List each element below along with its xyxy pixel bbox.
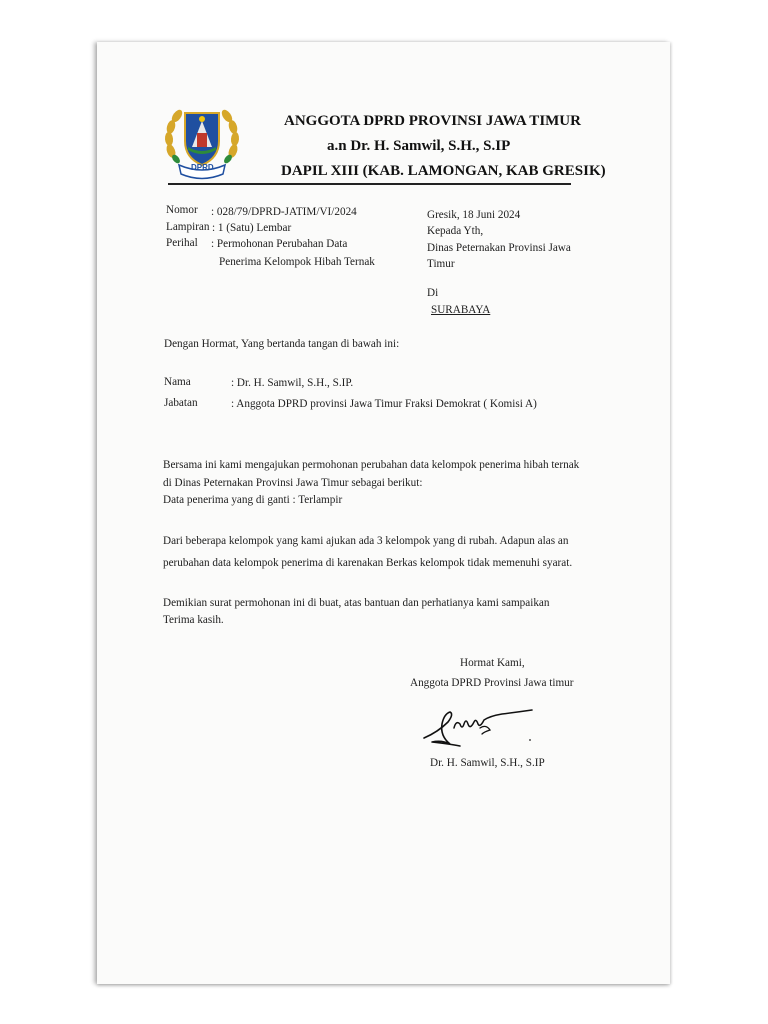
paragraph-1-line-1: Bersama ini kami mengajukan permohonan perubahan data kelompok penerima hibah ternak (163, 459, 580, 471)
paragraph-1-line-2: di Dinas Peternakan Provinsi Jawa Timur sebagai berikut: (163, 477, 423, 489)
paragraph-1-line-3: Data penerima yang di ganti : Terlampir (163, 494, 343, 506)
nama-value: : Dr. H. Samwil, S.H., S.IP. (231, 377, 354, 389)
letter-date: Gresik, 18 Juni 2024 (427, 209, 521, 221)
paragraph-3-line-1: Demikian surat permohonan ini di buat, atas bantuan dan perhatianya kami sampaikan (163, 597, 550, 609)
lampiran-label: Lampiran (166, 221, 210, 233)
logo-ribbon-text: DPRD (191, 163, 214, 172)
closing-hormat: Hormat Kami, (460, 657, 525, 669)
letterhead-dapil: DAPIL XIII (KAB. LAMONGAN, KAB GRESIK) (281, 163, 606, 179)
letterhead-divider (168, 183, 571, 185)
recipient-line-1: Dinas Peternakan Provinsi Jawa (427, 242, 571, 254)
signer-name: Dr. H. Samwil, S.H., S.IP (430, 757, 545, 769)
perihal-value-1: : Permohonan Perubahan Data (211, 238, 348, 250)
signature-icon (420, 700, 538, 750)
letterhead-title: ANGGOTA DPRD PROVINSI JAWA TIMUR (284, 113, 581, 129)
recipient-di: Di (427, 287, 439, 299)
jabatan-value: : Anggota DPRD provinsi Jawa Timur Fraksi Demokrat ( Komisi A) (231, 398, 537, 410)
nomor-value: : 028/79/DPRD-JATIM/VI/2024 (211, 206, 357, 218)
nama-label: Nama (164, 376, 191, 388)
letterhead-name: a.n Dr. H. Samwil, S.H., S.IP (327, 138, 511, 154)
lampiran-value: : 1 (Satu) Lembar (212, 222, 292, 234)
recipient-city: SURABAYA (431, 304, 491, 316)
kepada-yth: Kepada Yth, (427, 225, 484, 237)
nomor-label: Nomor (166, 204, 198, 216)
perihal-label: Perihal (166, 237, 198, 249)
jabatan-label: Jabatan (164, 397, 198, 409)
closing-title: Anggota DPRD Provinsi Jawa timur (410, 677, 574, 689)
recipient-line-2: Timur (427, 258, 455, 270)
paragraph-3-line-2: Terima kasih. (163, 614, 224, 626)
paragraph-2-line-2: perubahan data kelompok penerima di karenakan Berkas kelompok tidak memenuhi syarat. (163, 557, 573, 569)
greeting: Dengan Hormat, Yang bertanda tangan di bawah ini: (164, 338, 400, 350)
paragraph-2-line-1: Dari beberapa kelompok yang kami ajukan ada 3 kelompok yang di rubah. Adapun alas an (163, 535, 569, 547)
perihal-value-2: Penerima Kelompok Hibah Ternak (219, 256, 375, 268)
